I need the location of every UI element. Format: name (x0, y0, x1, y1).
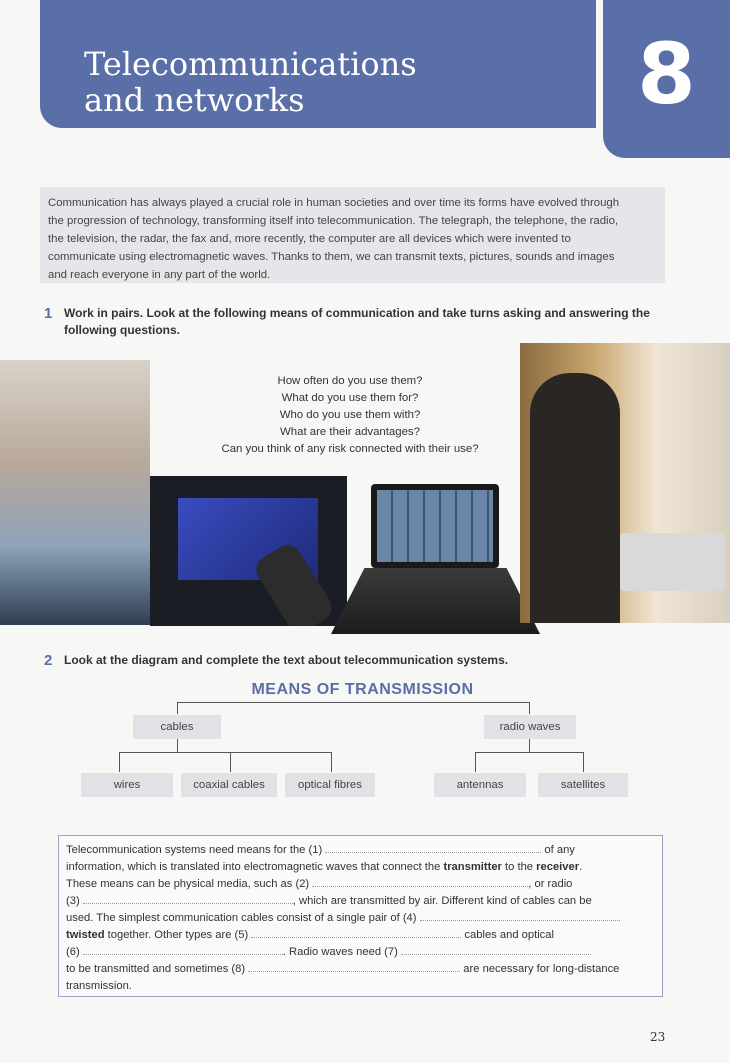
cloze-line (66, 842, 655, 859)
cloze-line (66, 859, 655, 876)
node-cables: cables (133, 715, 221, 739)
blank-1[interactable] (325, 843, 541, 853)
cloze-text: are necessary for long-distance (463, 963, 620, 975)
cloze-text: . (579, 861, 583, 873)
discussion-questions (200, 373, 500, 458)
photo-laptop (331, 480, 540, 638)
laptop-screen (377, 490, 493, 562)
term-twisted: twisted (66, 929, 105, 941)
connector-line (230, 752, 231, 772)
question: Who do you use them with? (279, 409, 421, 421)
cloze-text: used. The simplest communication cables consist of a single pair of (4) (66, 912, 417, 924)
fax-machine (620, 533, 725, 591)
page-number: 23 (650, 1030, 666, 1044)
exercise-1-line-2: following questions. (64, 323, 180, 337)
cloze-text: These means can be physical media, such as (2) (66, 878, 310, 890)
cloze-text: (6) (66, 946, 80, 958)
cloze-text: to the (501, 861, 537, 873)
unit-number: 8 (637, 25, 696, 123)
exercise-1-instruction (64, 305, 664, 339)
cloze-line (66, 927, 655, 944)
cloze-text: of any (544, 844, 575, 856)
cloze-text: . Radio waves need (7) (282, 946, 398, 958)
cloze-line (66, 876, 655, 893)
intro-line: the progression of technology, transforming itself into telecommunication. The telegraph, the telephone, the radio, (48, 215, 619, 227)
title-line-2: and networks (84, 81, 305, 119)
connector-line (529, 702, 530, 714)
connector-line (529, 739, 530, 752)
node-radio-waves: radio waves (484, 715, 576, 739)
cloze-line (66, 893, 655, 910)
diagram-title: MEANS OF TRANSMISSION (251, 681, 474, 698)
woman-figure (530, 373, 620, 623)
cloze-line (66, 910, 655, 927)
intro-line: the television, the radar, the fax and, more recently, the computer are all devices which were invented to (48, 233, 571, 245)
connector-line (177, 739, 178, 752)
exercise-2-instruction: Look at the diagram and complete the text about telecommunication systems. (64, 653, 509, 667)
connector-line (331, 752, 332, 772)
term-transmitter: transmitter (443, 861, 502, 873)
cloze-text: Telecommunication systems need means for the (1) (66, 844, 323, 856)
cloze-text: information, which is translated into electromagnetic waves that connect the (66, 861, 444, 873)
connector-line (177, 702, 178, 714)
title-line-1: Telecommunications (84, 45, 417, 83)
laptop-base (331, 568, 540, 634)
exercise-1-number: 1 (44, 305, 53, 322)
cloze-text-box (58, 835, 663, 997)
intro-line: Communication has always played a crucial role in human societies and over time its forms have evolved through (48, 197, 620, 209)
blank-7[interactable] (401, 945, 591, 955)
page-title (84, 46, 417, 118)
blank-6[interactable] (83, 945, 283, 955)
cloze-text: (3) (66, 895, 80, 907)
node-wires: wires (81, 773, 173, 797)
photo-tv-remote (150, 476, 347, 626)
node-coaxial-cables: coaxial cables (181, 773, 277, 797)
node-antennas: antennas (434, 773, 526, 797)
cloze-text: to be transmitted and sometimes (8) (66, 963, 246, 975)
blank-3[interactable] (83, 894, 293, 904)
exercise-1-line-1: Work in pairs. Look at the following means of communication and take turns asking and answering the (64, 306, 650, 320)
cloze-line (66, 978, 655, 995)
intro-paragraph (40, 187, 665, 283)
cloze-text: together. Other types are (5) (104, 929, 249, 941)
photo-woman-fax (520, 343, 730, 623)
cloze-text: , which are transmitted by air. Different kind of cables can be (292, 895, 592, 907)
question: What do you use them for? (281, 392, 419, 404)
question: Can you think of any risk connected with their use? (221, 443, 479, 455)
cloze-line (66, 944, 655, 961)
connector-line (119, 752, 331, 753)
blank-4[interactable] (420, 911, 620, 921)
connector-line (475, 752, 476, 772)
cloze-text: cables and optical (464, 929, 554, 941)
exercise-2-number: 2 (44, 652, 53, 669)
connector-line (177, 702, 529, 703)
intro-line: communicate using electromagnetic waves. Thanks to them, we can transmit texts, pictures, sounds and images (48, 251, 615, 263)
intro-line: and reach everyone in any part of the world. (48, 269, 271, 281)
cloze-text: transmission. (66, 980, 132, 992)
connector-line (475, 752, 583, 753)
blank-8[interactable] (248, 962, 460, 972)
blank-5[interactable] (251, 928, 461, 938)
connector-line (119, 752, 120, 772)
blank-2[interactable] (312, 877, 528, 887)
question: What are their advantages? (280, 426, 420, 438)
connector-line (583, 752, 584, 772)
photo-man-with-phone (0, 360, 150, 625)
cloze-text: , or radio (528, 878, 573, 890)
cloze-line (66, 961, 655, 978)
node-satellites: satellites (538, 773, 628, 797)
question: How often do you use them? (277, 375, 423, 387)
term-receiver: receiver (536, 861, 580, 873)
node-optical-fibres: optical fibres (285, 773, 375, 797)
laptop-lid (371, 484, 499, 568)
